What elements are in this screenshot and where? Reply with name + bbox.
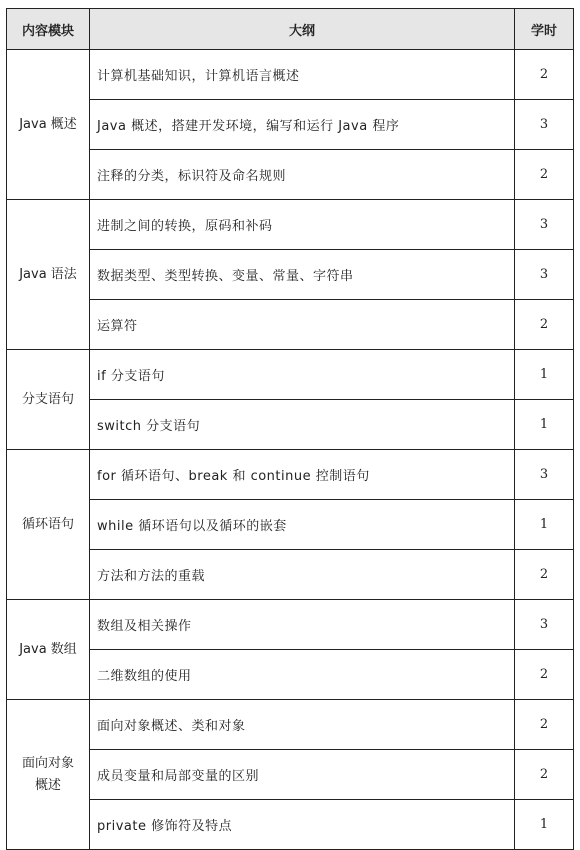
hours-cell: 1	[515, 400, 574, 450]
outline-cell: 数据类型、类型转换、变量、常量、字符串	[90, 250, 515, 300]
hours-cell: 3	[515, 100, 574, 150]
outline-cell: 方法和方法的重载	[90, 550, 515, 600]
module-cell: Java 概述	[7, 50, 90, 200]
hours-cell: 3	[515, 450, 574, 500]
hours-cell: 2	[515, 750, 574, 800]
outline-cell: 面向对象概述、类和对象	[90, 700, 515, 750]
outline-cell: 数组及相关操作	[90, 600, 515, 650]
outline-cell: private 修饰符及特点	[90, 800, 515, 850]
table-row	[7, 150, 574, 200]
hours-cell: 1	[515, 500, 574, 550]
table-row	[7, 750, 574, 800]
hours-cell: 2	[515, 50, 574, 100]
outline-cell: 注释的分类，标识符及命名规则	[90, 150, 515, 200]
table-row	[7, 650, 574, 700]
hours-cell: 1	[515, 350, 574, 400]
hours-cell: 3	[515, 600, 574, 650]
outline-cell: while 循环语句以及循环的嵌套	[90, 500, 515, 550]
outline-cell: 成员变量和局部变量的区别	[90, 750, 515, 800]
header-hours: 学时	[515, 9, 574, 50]
outline-cell: switch 分支语句	[90, 400, 515, 450]
table-row	[7, 450, 574, 500]
outline-cell: for 循环语句、break 和 continue 控制语句	[90, 450, 515, 500]
hours-cell: 2	[515, 300, 574, 350]
header-module: 内容模块	[7, 9, 90, 50]
course-outline-table	[6, 8, 574, 850]
hours-cell: 2	[515, 550, 574, 600]
outline-cell: 计算机基础知识，计算机语言概述	[90, 50, 515, 100]
table-row	[7, 400, 574, 450]
hours-cell: 2	[515, 150, 574, 200]
table-row	[7, 700, 574, 750]
hours-cell: 2	[515, 650, 574, 700]
header-outline: 大纲	[90, 9, 515, 50]
table-row	[7, 300, 574, 350]
hours-cell: 3	[515, 200, 574, 250]
table-row	[7, 350, 574, 400]
outline-cell: 二维数组的使用	[90, 650, 515, 700]
module-cell: 分支语句	[7, 350, 90, 450]
table-row	[7, 800, 574, 850]
table-row	[7, 500, 574, 550]
table-row	[7, 100, 574, 150]
outline-cell: 进制之间的转换，原码和补码	[90, 200, 515, 250]
outline-cell: 运算符	[90, 300, 515, 350]
table-row	[7, 250, 574, 300]
hours-cell: 1	[515, 800, 574, 850]
table-row	[7, 550, 574, 600]
module-cell: 循环语句	[7, 450, 90, 600]
table-row	[7, 50, 574, 100]
table-row	[7, 600, 574, 650]
module-cell: 面向对象 概述	[7, 700, 90, 850]
hours-cell: 3	[515, 250, 574, 300]
table-row	[7, 200, 574, 250]
header-row	[7, 9, 574, 50]
outline-cell: Java 概述，搭建开发环境，编写和运行 Java 程序	[90, 100, 515, 150]
outline-cell: if 分支语句	[90, 350, 515, 400]
module-cell: Java 语法	[7, 200, 90, 350]
hours-cell: 2	[515, 700, 574, 750]
module-cell: Java 数组	[7, 600, 90, 700]
